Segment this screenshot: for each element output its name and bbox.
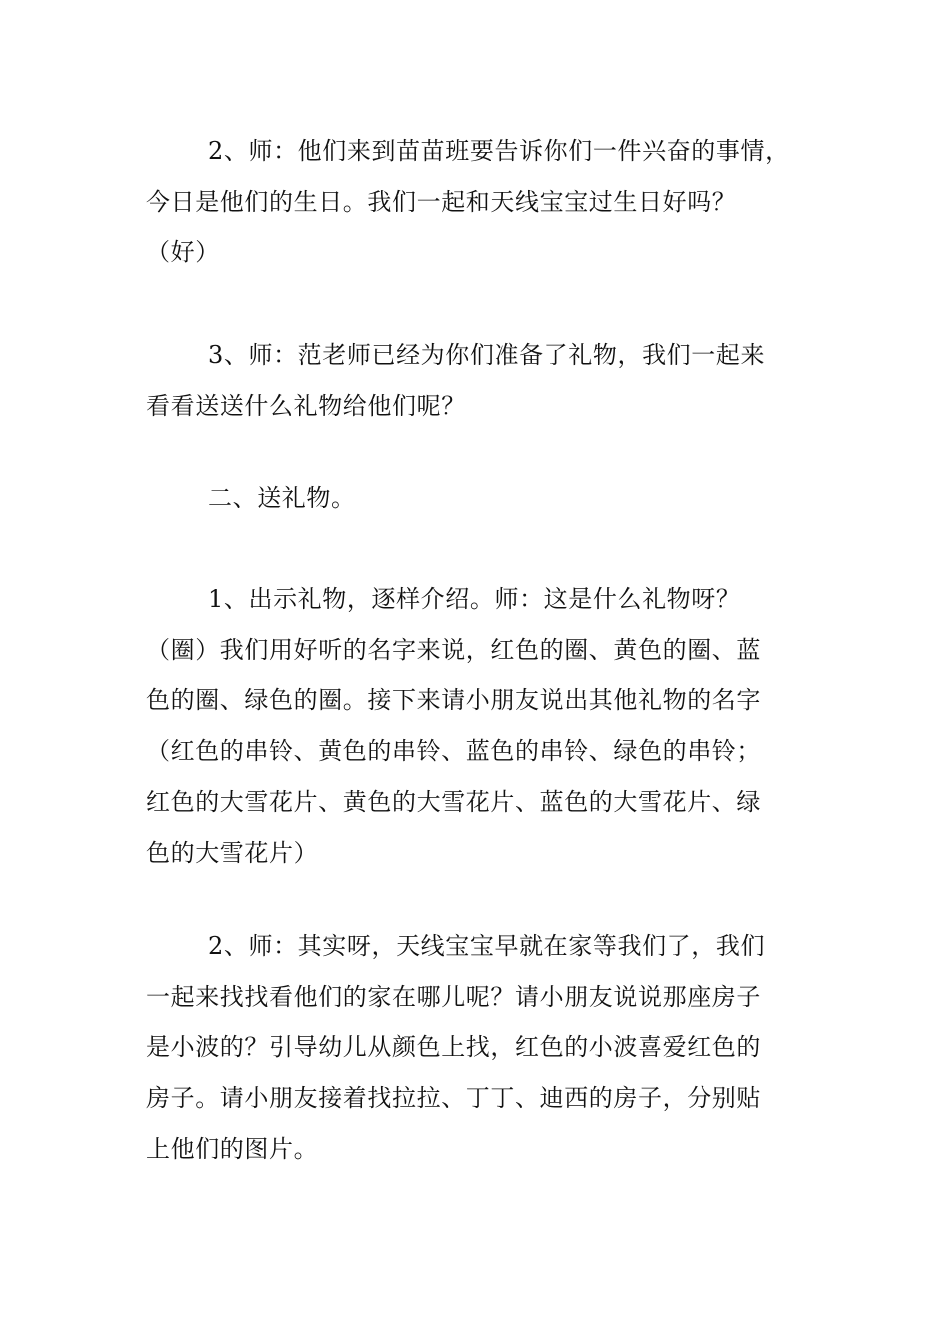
text-line: 二、送礼物。 [208,484,356,512]
text-line: 3、师：范老师已经为你们准备了礼物，我们一起来 [208,341,766,369]
paragraph-find-houses [146,921,811,1175]
text-line: 房子。请小朋友接着找拉拉、丁丁、迪西的房子，分别贴 [146,1084,761,1113]
text-line: 一起来找找看他们的家在哪儿呢？请小朋友说说那座房子 [146,982,761,1011]
text-line: 今日是他们的生日。我们一起和天线宝宝过生日好吗？ [146,187,737,216]
paragraph-gifts-prepared [146,330,811,431]
text-line: 2、师：他们来到苗苗班要告诉你们一件兴奋的事情， [208,137,790,165]
text-line: 色的圈、绿色的圈。接下来请小朋友说出其他礼物的名字 [146,686,761,715]
paragraph-show-gifts [146,574,811,878]
text-line: （圈）我们用好听的名字来说，红色的圈、黄色的圈、蓝 [146,635,761,664]
text-line: 色的大雪花片） [146,838,319,867]
text-line: 是小波的？引导幼儿从颜色上找，红色的小波喜爱红色的 [146,1033,761,1062]
text-line: （好） [146,238,220,267]
text-line: 红色的大雪花片、黄色的大雪花片、蓝色的大雪花片、绿 [146,787,761,816]
text-line: 2、师：其实呀，天线宝宝早就在家等我们了，我们 [208,932,766,960]
text-line: 1、出示礼物，逐样介绍。师：这是什么礼物呀？ [208,585,741,613]
text-line: 上他们的图片。 [146,1134,319,1163]
section-heading-send-gifts [146,473,811,524]
text-line: （红色的串铃、黄色的串铃、蓝色的串铃、绿色的串铃； [146,737,761,766]
paragraph-birthday [146,126,811,278]
text-line: 看看送送什么礼物给他们呢？ [146,391,466,420]
